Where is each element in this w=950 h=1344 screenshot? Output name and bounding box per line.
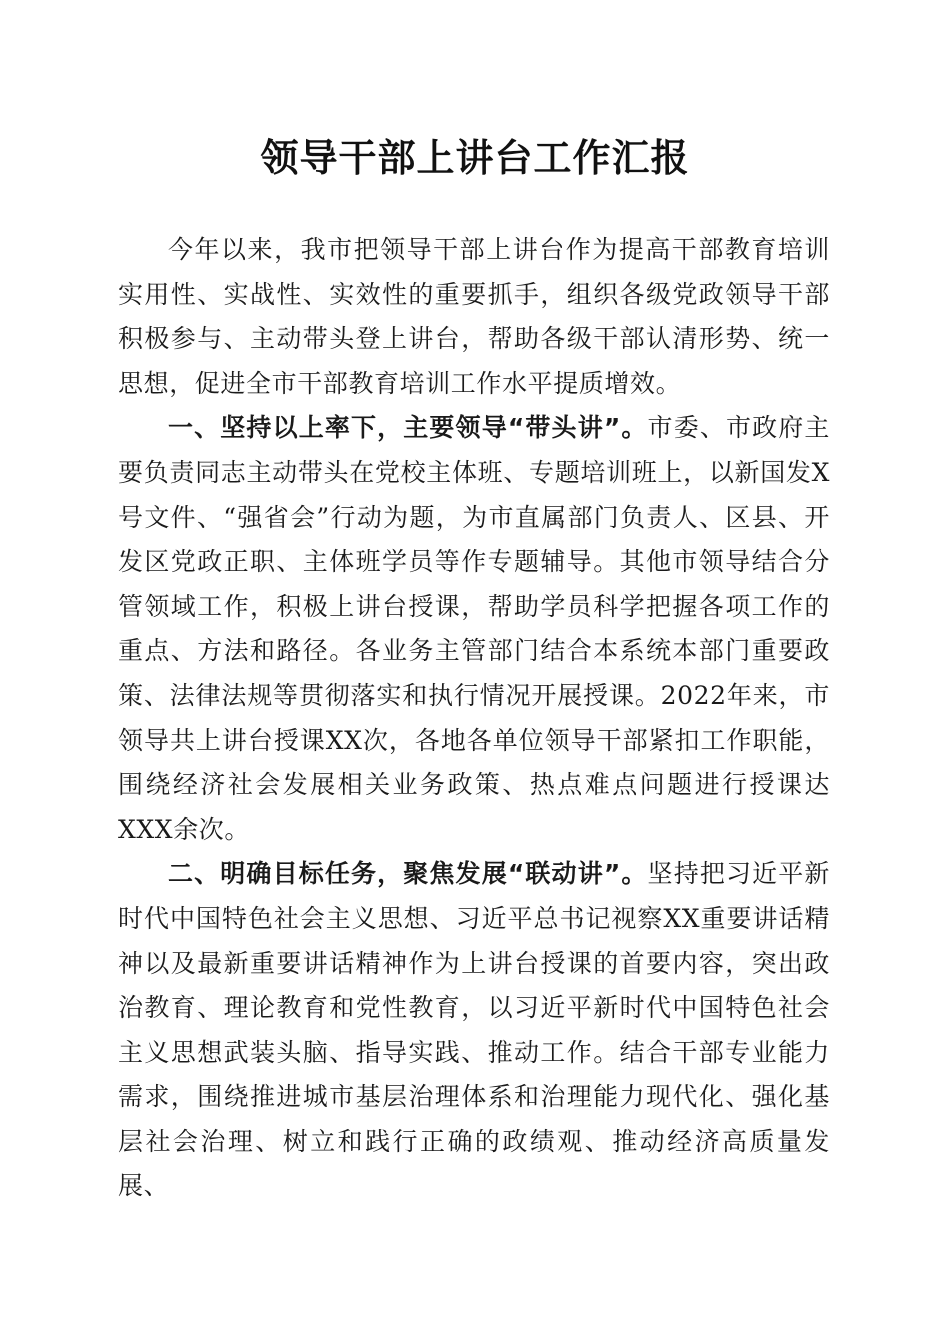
intro-paragraph: 今年以来，我市把领导干部上讲台作为提高干部教育培训实用性、实战性、实效性的重要抓手，组织各级党政领导干部积极参与、主动带头登上讲台，帮助各级干部认清形势、统一思想，促进全市干部教育培训工作水平提质增效。 [118, 235, 830, 398]
document-body [118, 228, 830, 1209]
section-paragraph-1 [118, 406, 830, 852]
section-paragraph-2 [118, 852, 830, 1209]
section-text-2: 坚持把习近平新时代中国特色社会主义思想、习近平总书记视察XX重要讲话精神以及最新重要讲话精神作为上讲台授课的首要内容，突出政治教育、理论教育和党性教育，以习近平新时代中国特色社会主义思想武装头脑、指导实践、推动工作。结合干部专业能力需求，围绕推进城市基层治理体系和治理能力现代化、强化基层社会治理、树立和践行正确的政绩观、推动经济高质量发展、 [118, 859, 830, 1201]
document-title: 领导干部上讲台工作汇报 [260, 135, 690, 180]
section-text-1: 市委、市政府主要负责同志主动带头在党校主体班、专题培训班上，以新国发X号文件、“强省会”行动为题，为市直属部门负责人、区县、开发区党政正职、主体班学员等作专题辅导。其他市领导结合分管领域工作，积极上讲台授课，帮助学员科学把握各项工作的重点、方法和路径。各业务主管部门结合本系统本部门重要政策、法律法规等贯彻落实和执行情况开展授课。2022年来，市领导共上讲台授课XX次，各地各单位领导干部紧扣工作职能，围绕经济社会发展相关业务政策、热点难点问题进行授课达XXX余次。 [118, 413, 830, 844]
section-heading-1: 一、坚持以上率下，主要领导“带头讲”。 [168, 413, 648, 443]
section-heading-2: 二、明确目标任务，聚焦发展“联动讲”。 [168, 859, 648, 889]
